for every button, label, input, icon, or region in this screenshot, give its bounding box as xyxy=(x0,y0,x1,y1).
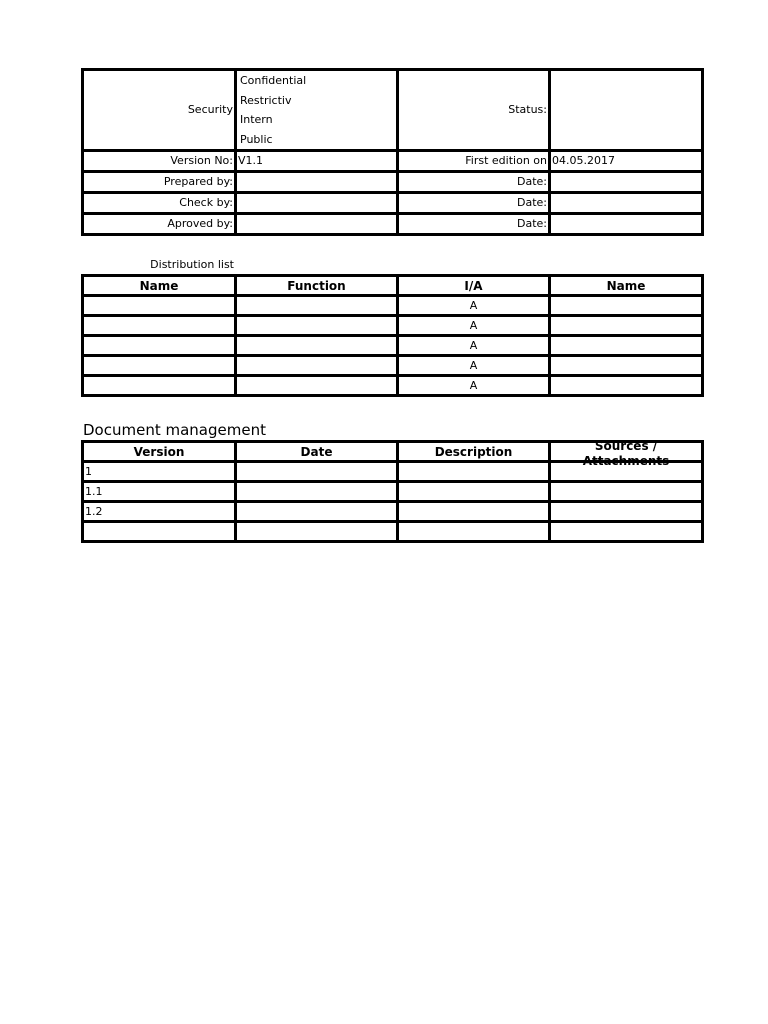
column-header-function: Function xyxy=(236,276,398,296)
table-row xyxy=(83,502,703,522)
table-cell xyxy=(83,296,236,316)
document-management-header-row xyxy=(83,442,703,462)
approved-value xyxy=(236,214,398,235)
column-header-sources-label: Sources / Attachments xyxy=(582,439,670,468)
security-options xyxy=(236,70,398,151)
status-label: Status: xyxy=(398,70,550,151)
version-row xyxy=(83,151,703,172)
status-value xyxy=(550,70,703,151)
prepared-value xyxy=(236,172,398,193)
document-info-table xyxy=(81,68,704,236)
table-cell xyxy=(550,296,703,316)
table-cell: A xyxy=(398,316,550,336)
table-cell: A xyxy=(398,296,550,316)
security-option-intern: Intern xyxy=(240,113,273,126)
table-row xyxy=(83,356,703,376)
table-cell xyxy=(236,376,398,396)
table-cell xyxy=(83,316,236,336)
check-value xyxy=(236,193,398,214)
table-cell: 1 xyxy=(83,462,236,482)
column-header-ia: I/A xyxy=(398,276,550,296)
table-row xyxy=(83,316,703,336)
document-management-title: Document management xyxy=(83,421,266,439)
security-row xyxy=(83,70,703,151)
prepared-row xyxy=(83,172,703,193)
table-cell xyxy=(550,522,703,542)
table-cell xyxy=(550,376,703,396)
table-cell xyxy=(83,522,236,542)
table-cell xyxy=(236,336,398,356)
first-edition-label: First edition on xyxy=(398,151,550,172)
table-row xyxy=(83,482,703,502)
check-date-value xyxy=(550,193,703,214)
table-row xyxy=(83,336,703,356)
approved-row xyxy=(83,214,703,235)
security-label: Security xyxy=(83,70,236,151)
column-header-name-2: Name xyxy=(550,276,703,296)
table-cell xyxy=(550,356,703,376)
table-cell: 1.2 xyxy=(83,502,236,522)
table-cell xyxy=(550,502,703,522)
table-cell xyxy=(236,502,398,522)
distribution-header-row xyxy=(83,276,703,296)
approved-label: Aproved by: xyxy=(83,214,236,235)
column-header-name: Name xyxy=(83,276,236,296)
table-cell xyxy=(83,376,236,396)
table-cell: A xyxy=(398,376,550,396)
table-cell xyxy=(550,482,703,502)
prepared-date-label: Date: xyxy=(398,172,550,193)
distribution-list-caption: Distribution list xyxy=(150,258,234,271)
check-row xyxy=(83,193,703,214)
column-header-version: Version xyxy=(83,442,236,462)
table-cell xyxy=(236,356,398,376)
version-label: Version No: xyxy=(83,151,236,172)
table-cell xyxy=(398,462,550,482)
table-cell xyxy=(236,522,398,542)
table-cell xyxy=(83,356,236,376)
table-cell xyxy=(550,316,703,336)
table-cell xyxy=(550,336,703,356)
check-date-label: Date: xyxy=(398,193,550,214)
table-cell xyxy=(398,482,550,502)
prepared-label: Prepared by: xyxy=(83,172,236,193)
table-row xyxy=(83,296,703,316)
table-cell xyxy=(83,336,236,356)
table-cell xyxy=(236,296,398,316)
table-cell xyxy=(398,522,550,542)
table-row xyxy=(83,522,703,542)
security-option-confidential: Confidential xyxy=(240,74,307,87)
table-cell xyxy=(236,482,398,502)
version-value: V1.1 xyxy=(236,151,398,172)
table-cell xyxy=(236,316,398,336)
approved-date-value xyxy=(550,214,703,235)
column-header-description: Description xyxy=(398,442,550,462)
distribution-list-table xyxy=(81,274,704,397)
first-edition-value: 04.05.2017 xyxy=(550,151,703,172)
column-header-date: Date xyxy=(236,442,398,462)
security-option-restrictiv: Restrictiv xyxy=(240,93,292,107)
table-row xyxy=(83,376,703,396)
table-cell: 1.1 xyxy=(83,482,236,502)
table-cell: A xyxy=(398,336,550,356)
check-label: Check by: xyxy=(83,193,236,214)
approved-date-label: Date: xyxy=(398,214,550,235)
table-cell xyxy=(236,462,398,482)
table-cell xyxy=(398,502,550,522)
column-header-sources xyxy=(550,439,703,468)
security-option-public: Public xyxy=(240,132,273,146)
document-management-table xyxy=(81,440,704,543)
table-cell: A xyxy=(398,356,550,376)
prepared-date-value xyxy=(550,172,703,193)
